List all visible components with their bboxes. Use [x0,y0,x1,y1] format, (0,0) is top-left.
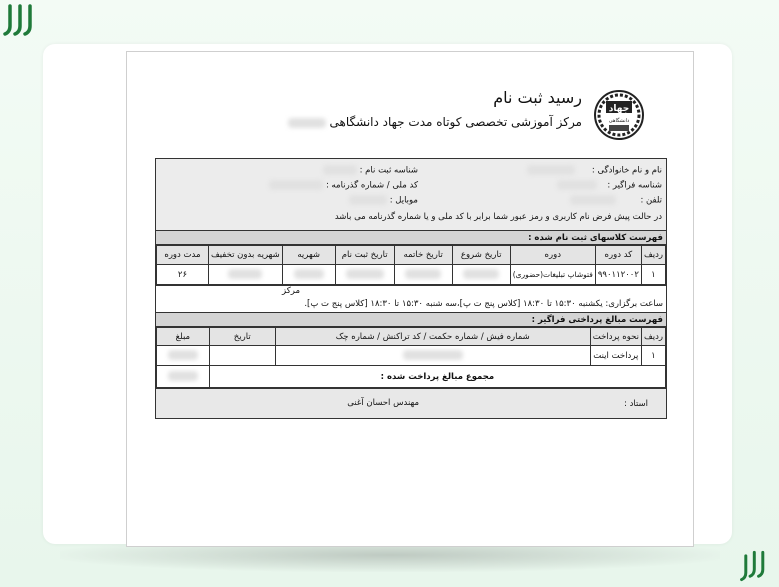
col-header: ردیف [641,246,665,265]
redacted-text [288,118,326,128]
cell-duration: ۲۶ [157,265,209,285]
cell-start-date [452,265,510,285]
mobile-row [349,195,418,206]
teacher-label: استاد : [624,399,648,409]
redacted-text [570,195,616,205]
total-amount [157,366,210,388]
brand-mark-icon [739,549,773,583]
cell-transaction-id [275,346,590,366]
phone-label: تلفن : [640,195,662,206]
svg-text:جهاد: جهاد [608,104,630,114]
credentials-note: در حالت پیش فرض نام کاربری و رمز عبور شما برابر با کد ملی و یا شماره گذرنامه می باشد [334,212,662,222]
col-header: شماره فیش / شماره حکمت / کد تراکنش / شماره چک [275,328,590,346]
col-header: دوره [510,246,595,265]
cell-reg-date [335,265,394,285]
registration-id-label: شناسه ثبت نام : [359,165,418,176]
jahad-logo-icon [593,85,645,147]
col-header: تاریخ شروع [452,246,510,265]
cell-course-name: فتوشاپ تبلیغات(حضوری) [510,265,595,285]
svg-text:دانشگاهی: دانشگاهی [608,118,630,124]
registration-id-row [323,165,418,176]
center-line [156,285,666,299]
cell-tuition-no-discount [208,265,282,285]
col-header: ردیف [641,328,665,346]
redacted-text [323,165,357,175]
class-schedule [156,299,666,313]
col-header: تاریخ خاتمه [394,246,452,265]
col-header: نحوه پرداخت [590,328,641,346]
cell-tuition [282,265,335,285]
redacted-text [349,195,387,205]
col-header: کد دوره [595,246,641,265]
student-name-row [527,165,662,176]
receipt-title: رسید ثبت نام [493,88,582,107]
total-row [157,366,666,388]
phone-row [570,195,662,206]
cell-end-date [394,265,452,285]
learner-id-row [557,180,662,191]
redacted-text [527,165,575,175]
cell-date [209,346,275,366]
learner-id-label: شناسه فراگیر : [607,180,662,191]
receipt-paper [126,51,694,547]
student-name-label: نام و نام خانوادگی : [591,165,662,176]
table-row [157,265,666,285]
receipt-table [155,158,667,419]
classes-section-title: فهرست کلاسهای ثبت نام شده : [156,231,666,245]
col-header: تاریخ [209,328,275,346]
col-header: تاریخ ثبت نام [335,246,394,265]
col-header: شهریه بدون تخفیف [208,246,282,265]
cell-payment-method: پرداخت اینت [590,346,641,366]
redacted-text [269,180,323,190]
cell-index: ۱ [641,265,665,285]
mobile-label: موبایل : [389,195,418,206]
national-code-label: کد ملی / شماره گذرنامه : [325,180,418,191]
redacted-text [557,180,597,190]
cell-amount [157,346,210,366]
col-header: مبلغ [157,328,210,346]
student-info [156,159,666,231]
classes-table [156,245,666,285]
teacher-footer [156,388,666,418]
cell-index: ۱ [641,346,665,366]
schedule-text: ساعت برگزاری: یکشنبه ۱۵:۳۰ تا ۱۸:۳۰ [کلاس پنج ت پ]،سه شنبه ۱۵:۳۰ تا ۱۸:۳۰ [کلاس پنج ت پ]. [304,299,663,309]
table-row [157,346,666,366]
cell-course-code: ۹۹۰۱۱۲۰۰۲ [595,265,641,285]
total-label: مجموع مبالغ پرداخت شده : [209,366,665,388]
receipt-subtitle: مرکز آموزشی تخصصی کوتاه مدت جهاد دانشگاهی [288,115,582,129]
teacher-name: مهندس احسان آغنی [347,398,419,408]
brand-mark-icon [2,2,42,42]
col-header: شهریه [282,246,335,265]
col-header: مدت دوره [157,246,209,265]
center-label: مرکز [282,286,300,296]
payments-table [156,327,666,388]
national-code-row [269,180,418,191]
payments-section-title: فهرست مبالغ پرداختی فراگیر : [156,313,666,327]
